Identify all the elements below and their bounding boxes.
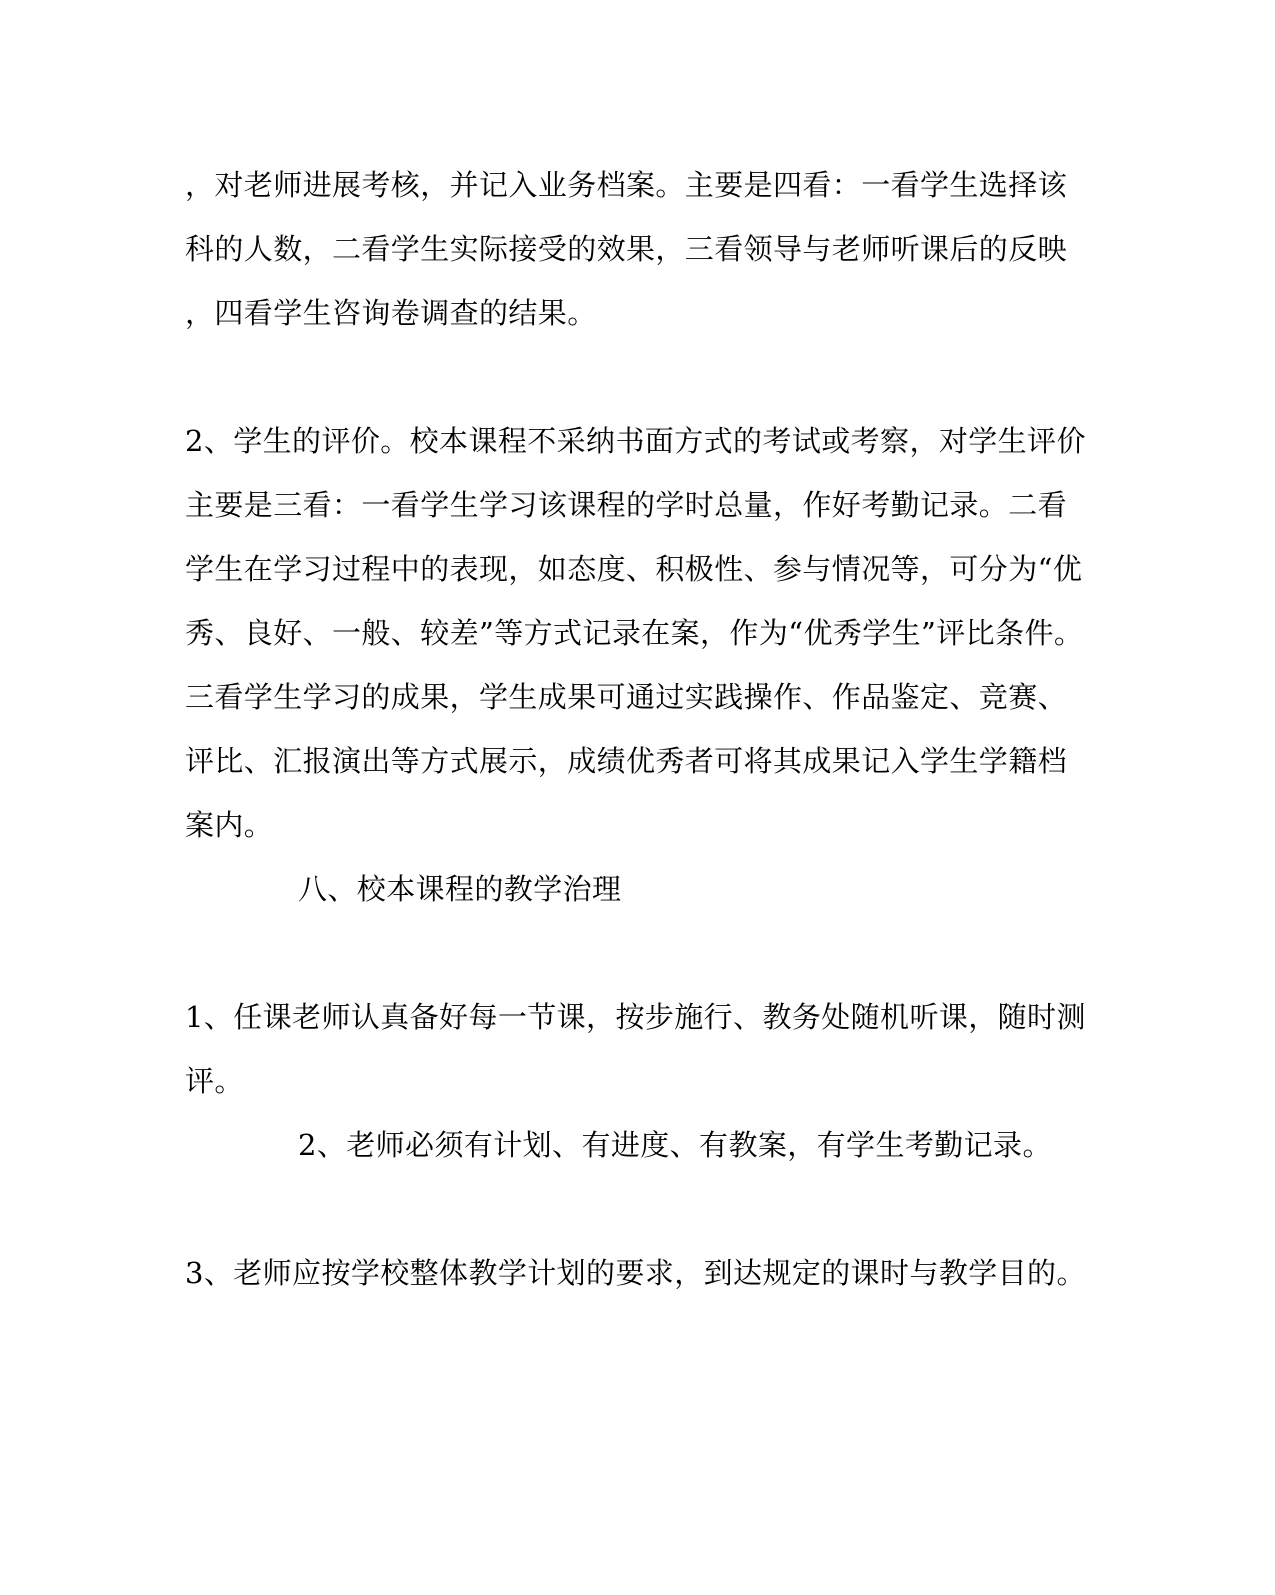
text-line: 1、任课老师认真备好每一节课，按步施行、教务处随机听课，随时测 <box>185 1000 1086 1034</box>
text-line: 秀、良好、一般、较差”等方式记录在案，作为“优秀学生”评比条件。 <box>185 616 1084 650</box>
text-line: 评。 <box>185 1064 244 1098</box>
text-line: 主要是三看：一看学生学习该课程的学时总量，作好考勤记录。二看 <box>185 488 1068 522</box>
text-line: 案内。 <box>185 808 274 842</box>
text-line: 学生在学习过程中的表现，如态度、积极性、参与情况等，可分为“优 <box>185 552 1083 586</box>
text-line: 科的人数，二看学生实际接受的效果，三看领导与老师听课后的反映 <box>185 232 1068 266</box>
text-line: 3、老师应按学校整体教学计划的要求，到达规定的课时与教学目的。 <box>185 1256 1086 1290</box>
text-line: 评比、汇报演出等方式展示，成绩优秀者可将其成果记入学生学籍档 <box>185 744 1068 778</box>
section-heading: 八、校本课程的教学治理 <box>298 872 622 906</box>
text-line: 2、学生的评价。校本课程不采纳书面方式的考试或考察，对学生评价 <box>185 424 1086 458</box>
text-line: 三看学生学习的成果，学生成果可通过实践操作、作品鉴定、竞赛、 <box>185 680 1068 714</box>
text-line: ，四看学生咨询卷调查的结果。 <box>185 296 597 330</box>
text-line: ，对老师进展考核，并记入业务档案。主要是四看：一看学生选择该 <box>185 168 1068 202</box>
text-line: 2、老师必须有计划、有进度、有教案，有学生考勤记录。 <box>298 1128 1052 1162</box>
